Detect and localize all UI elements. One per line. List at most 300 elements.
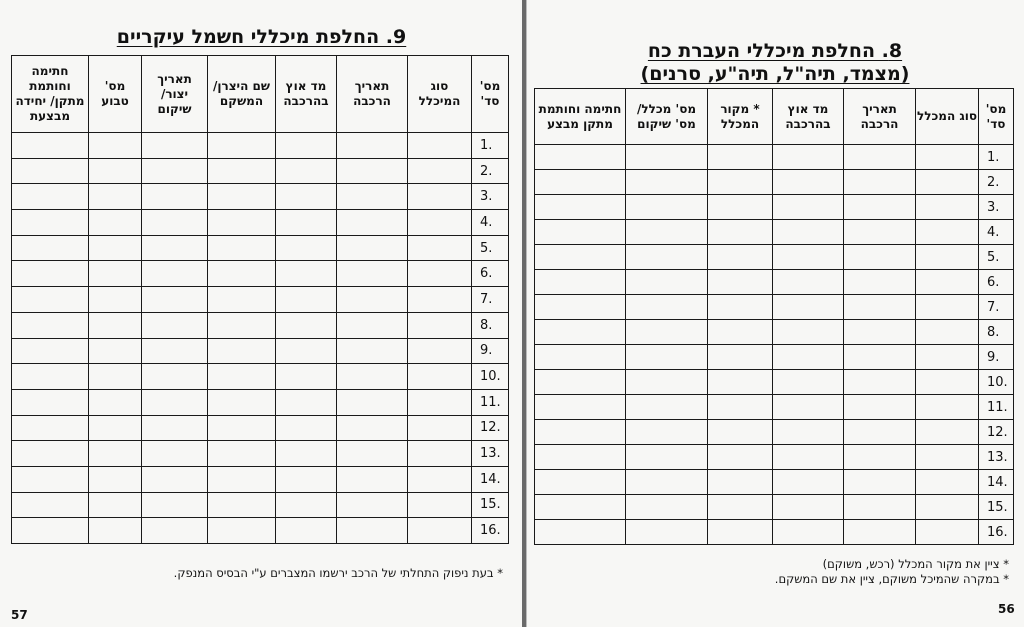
row-number: .5 bbox=[472, 235, 509, 261]
empty-cell[interactable] bbox=[708, 145, 773, 170]
empty-cell[interactable] bbox=[276, 287, 337, 313]
table-row bbox=[12, 441, 509, 467]
empty-cell[interactable] bbox=[89, 133, 142, 159]
empty-cell[interactable] bbox=[208, 210, 276, 236]
empty-cell[interactable] bbox=[276, 235, 337, 261]
empty-cell[interactable] bbox=[12, 338, 89, 364]
empty-cell[interactable] bbox=[276, 389, 337, 415]
empty-cell[interactable] bbox=[12, 364, 89, 390]
empty-cell[interactable] bbox=[773, 295, 844, 320]
empty-cell[interactable] bbox=[916, 370, 979, 395]
empty-cell[interactable] bbox=[844, 345, 916, 370]
empty-cell[interactable] bbox=[535, 345, 626, 370]
empty-cell[interactable] bbox=[89, 210, 142, 236]
row-number: .11 bbox=[472, 389, 509, 415]
empty-cell[interactable] bbox=[535, 520, 626, 545]
empty-cell[interactable] bbox=[89, 184, 142, 210]
empty-cell[interactable] bbox=[773, 420, 844, 445]
empty-cell[interactable] bbox=[844, 270, 916, 295]
empty-cell[interactable] bbox=[844, 445, 916, 470]
row-number: .5 bbox=[979, 245, 1014, 270]
empty-cell[interactable] bbox=[208, 133, 276, 159]
empty-cell[interactable] bbox=[916, 420, 979, 445]
row-number: .4 bbox=[979, 220, 1014, 245]
empty-cell[interactable] bbox=[337, 158, 408, 184]
empty-cell[interactable] bbox=[708, 295, 773, 320]
empty-cell[interactable] bbox=[626, 470, 708, 495]
empty-cell[interactable] bbox=[208, 518, 276, 544]
column-header: מס' סד' bbox=[472, 56, 509, 133]
empty-cell[interactable] bbox=[408, 235, 472, 261]
table-row bbox=[535, 520, 1014, 545]
empty-cell[interactable] bbox=[916, 295, 979, 320]
row-number: .13 bbox=[472, 441, 509, 467]
empty-cell[interactable] bbox=[535, 470, 626, 495]
empty-cell[interactable] bbox=[773, 245, 844, 270]
empty-cell[interactable] bbox=[408, 158, 472, 184]
empty-cell[interactable] bbox=[708, 495, 773, 520]
empty-cell[interactable] bbox=[708, 220, 773, 245]
row-number: .3 bbox=[472, 184, 509, 210]
empty-cell[interactable] bbox=[337, 338, 408, 364]
empty-cell[interactable] bbox=[626, 245, 708, 270]
empty-cell[interactable] bbox=[708, 420, 773, 445]
empty-cell[interactable] bbox=[337, 133, 408, 159]
empty-cell[interactable] bbox=[276, 441, 337, 467]
empty-cell[interactable] bbox=[408, 184, 472, 210]
empty-cell[interactable] bbox=[208, 184, 276, 210]
empty-cell[interactable] bbox=[208, 492, 276, 518]
empty-cell[interactable] bbox=[12, 415, 89, 441]
row-number: .16 bbox=[979, 520, 1014, 545]
table-row bbox=[12, 261, 509, 287]
empty-cell[interactable] bbox=[626, 520, 708, 545]
empty-cell[interactable] bbox=[276, 312, 337, 338]
empty-cell[interactable] bbox=[535, 370, 626, 395]
empty-cell[interactable] bbox=[337, 235, 408, 261]
row-number: .9 bbox=[472, 338, 509, 364]
empty-cell[interactable] bbox=[916, 245, 979, 270]
empty-cell[interactable] bbox=[142, 415, 208, 441]
empty-cell[interactable] bbox=[337, 312, 408, 338]
empty-cell[interactable] bbox=[844, 245, 916, 270]
row-number: .4 bbox=[472, 210, 509, 236]
empty-cell[interactable] bbox=[89, 261, 142, 287]
empty-cell[interactable] bbox=[208, 415, 276, 441]
empty-cell[interactable] bbox=[626, 345, 708, 370]
empty-cell[interactable] bbox=[708, 370, 773, 395]
empty-cell[interactable] bbox=[916, 345, 979, 370]
column-header: מס' מכלל/ מס' שיקום bbox=[626, 89, 708, 145]
empty-cell[interactable] bbox=[773, 145, 844, 170]
row-number: .10 bbox=[472, 364, 509, 390]
row-number: .15 bbox=[472, 492, 509, 518]
empty-cell[interactable] bbox=[276, 184, 337, 210]
table-row bbox=[12, 338, 509, 364]
empty-cell[interactable] bbox=[337, 184, 408, 210]
empty-cell[interactable] bbox=[408, 518, 472, 544]
empty-cell[interactable] bbox=[535, 445, 626, 470]
empty-cell[interactable] bbox=[626, 420, 708, 445]
empty-cell[interactable] bbox=[89, 235, 142, 261]
row-number: .1 bbox=[979, 145, 1014, 170]
row-number: .12 bbox=[472, 415, 509, 441]
row-number: .7 bbox=[472, 287, 509, 313]
page-number-left: 57 bbox=[11, 608, 28, 622]
electrical-assemblies-table bbox=[11, 55, 509, 544]
empty-cell[interactable] bbox=[844, 145, 916, 170]
empty-cell[interactable] bbox=[844, 370, 916, 395]
table-header-row bbox=[535, 89, 1014, 145]
empty-cell[interactable] bbox=[916, 220, 979, 245]
empty-cell[interactable] bbox=[916, 395, 979, 420]
empty-cell[interactable] bbox=[89, 364, 142, 390]
empty-cell[interactable] bbox=[708, 345, 773, 370]
empty-cell[interactable] bbox=[773, 520, 844, 545]
empty-cell[interactable] bbox=[535, 295, 626, 320]
empty-cell[interactable] bbox=[844, 295, 916, 320]
empty-cell[interactable] bbox=[337, 261, 408, 287]
empty-cell[interactable] bbox=[408, 338, 472, 364]
table-row bbox=[535, 395, 1014, 420]
row-number: .6 bbox=[472, 261, 509, 287]
empty-cell[interactable] bbox=[708, 395, 773, 420]
column-header: מס' סד' bbox=[979, 89, 1014, 145]
table-row bbox=[535, 295, 1014, 320]
empty-cell[interactable] bbox=[142, 133, 208, 159]
table-row bbox=[12, 210, 509, 236]
empty-cell[interactable] bbox=[142, 518, 208, 544]
row-number: .3 bbox=[979, 195, 1014, 220]
empty-cell[interactable] bbox=[408, 261, 472, 287]
power-transmission-assemblies-table bbox=[534, 88, 1014, 545]
table-row bbox=[535, 420, 1014, 445]
empty-cell[interactable] bbox=[535, 170, 626, 195]
column-header: מד אוץ בהרכבה bbox=[773, 89, 844, 145]
empty-cell[interactable] bbox=[12, 133, 89, 159]
empty-cell[interactable] bbox=[626, 220, 708, 245]
empty-cell[interactable] bbox=[773, 220, 844, 245]
empty-cell[interactable] bbox=[89, 389, 142, 415]
empty-cell[interactable] bbox=[535, 395, 626, 420]
empty-cell[interactable] bbox=[276, 364, 337, 390]
empty-cell[interactable] bbox=[535, 495, 626, 520]
empty-cell[interactable] bbox=[708, 245, 773, 270]
empty-cell[interactable] bbox=[142, 287, 208, 313]
row-number: .14 bbox=[472, 466, 509, 492]
table-row bbox=[535, 220, 1014, 245]
table-row bbox=[535, 270, 1014, 295]
empty-cell[interactable] bbox=[142, 261, 208, 287]
empty-cell[interactable] bbox=[773, 395, 844, 420]
empty-cell[interactable] bbox=[142, 235, 208, 261]
empty-cell[interactable] bbox=[89, 492, 142, 518]
table-row bbox=[535, 195, 1014, 220]
empty-cell[interactable] bbox=[408, 312, 472, 338]
row-number: .7 bbox=[979, 295, 1014, 320]
empty-cell[interactable] bbox=[276, 466, 337, 492]
row-number: .14 bbox=[979, 470, 1014, 495]
table-row bbox=[12, 184, 509, 210]
table-row bbox=[12, 415, 509, 441]
page-number-right: 56 bbox=[998, 602, 1015, 616]
empty-cell[interactable] bbox=[844, 195, 916, 220]
empty-cell[interactable] bbox=[708, 170, 773, 195]
empty-cell[interactable] bbox=[626, 295, 708, 320]
empty-cell[interactable] bbox=[208, 338, 276, 364]
empty-cell[interactable] bbox=[408, 441, 472, 467]
right-page-subtitle: (מצמד, תיה"ל, תיה"ע, סרנים) bbox=[640, 63, 910, 85]
table-row bbox=[12, 492, 509, 518]
empty-cell[interactable] bbox=[844, 170, 916, 195]
empty-cell[interactable] bbox=[142, 492, 208, 518]
empty-cell[interactable] bbox=[142, 158, 208, 184]
empty-cell[interactable] bbox=[142, 441, 208, 467]
left-page-title: 9. החלפת מיכללי חשמל עיקריים bbox=[116, 26, 407, 48]
empty-cell[interactable] bbox=[626, 370, 708, 395]
empty-cell[interactable] bbox=[276, 338, 337, 364]
empty-cell[interactable] bbox=[773, 195, 844, 220]
empty-cell[interactable] bbox=[773, 170, 844, 195]
empty-cell[interactable] bbox=[337, 492, 408, 518]
empty-cell[interactable] bbox=[626, 170, 708, 195]
empty-cell[interactable] bbox=[626, 395, 708, 420]
table-row bbox=[535, 170, 1014, 195]
table-row bbox=[535, 345, 1014, 370]
column-header: חתימה וחותמת מתקן מבצע bbox=[535, 89, 626, 145]
empty-cell[interactable] bbox=[626, 195, 708, 220]
empty-cell[interactable] bbox=[844, 470, 916, 495]
empty-cell[interactable] bbox=[408, 133, 472, 159]
empty-cell[interactable] bbox=[208, 389, 276, 415]
table-row bbox=[535, 495, 1014, 520]
empty-cell[interactable] bbox=[337, 441, 408, 467]
empty-cell[interactable] bbox=[89, 518, 142, 544]
empty-cell[interactable] bbox=[208, 466, 276, 492]
table-row bbox=[535, 470, 1014, 495]
empty-cell[interactable] bbox=[408, 210, 472, 236]
empty-cell[interactable] bbox=[844, 520, 916, 545]
table-row bbox=[535, 245, 1014, 270]
empty-cell[interactable] bbox=[142, 184, 208, 210]
column-header: שם היצרן/ המשקם bbox=[208, 56, 276, 133]
empty-cell[interactable] bbox=[916, 195, 979, 220]
empty-cell[interactable] bbox=[89, 158, 142, 184]
column-header: תאריך הרכבה bbox=[337, 56, 408, 133]
empty-cell[interactable] bbox=[408, 415, 472, 441]
table-row bbox=[12, 389, 509, 415]
empty-cell[interactable] bbox=[12, 158, 89, 184]
right-footnote-2: * במקרה שהמיכל משוקם, ציין את שם המשקם. bbox=[774, 572, 1009, 586]
empty-cell[interactable] bbox=[276, 133, 337, 159]
empty-cell[interactable] bbox=[276, 492, 337, 518]
empty-cell[interactable] bbox=[773, 270, 844, 295]
empty-cell[interactable] bbox=[708, 470, 773, 495]
empty-cell[interactable] bbox=[408, 389, 472, 415]
empty-cell[interactable] bbox=[337, 389, 408, 415]
empty-cell[interactable] bbox=[208, 261, 276, 287]
table-row bbox=[12, 364, 509, 390]
empty-cell[interactable] bbox=[12, 466, 89, 492]
column-header: חתימה וחותמת מתקן/ יחידה מבצעת bbox=[12, 56, 89, 133]
empty-cell[interactable] bbox=[142, 389, 208, 415]
empty-cell[interactable] bbox=[773, 370, 844, 395]
empty-cell[interactable] bbox=[337, 466, 408, 492]
empty-cell[interactable] bbox=[773, 345, 844, 370]
empty-cell[interactable] bbox=[89, 312, 142, 338]
table-row bbox=[535, 145, 1014, 170]
empty-cell[interactable] bbox=[773, 495, 844, 520]
column-header: מס' טבוע bbox=[89, 56, 142, 133]
empty-cell[interactable] bbox=[626, 445, 708, 470]
table-row bbox=[12, 133, 509, 159]
empty-cell[interactable] bbox=[208, 364, 276, 390]
empty-cell[interactable] bbox=[337, 415, 408, 441]
empty-cell[interactable] bbox=[89, 415, 142, 441]
empty-cell[interactable] bbox=[142, 466, 208, 492]
empty-cell[interactable] bbox=[89, 338, 142, 364]
empty-cell[interactable] bbox=[916, 170, 979, 195]
empty-cell[interactable] bbox=[708, 520, 773, 545]
empty-cell[interactable] bbox=[708, 445, 773, 470]
column-header: תאריך יצור/ שיקום bbox=[142, 56, 208, 133]
row-number: .13 bbox=[979, 445, 1014, 470]
empty-cell[interactable] bbox=[12, 235, 89, 261]
empty-cell[interactable] bbox=[142, 338, 208, 364]
empty-cell[interactable] bbox=[626, 320, 708, 345]
table-row bbox=[12, 287, 509, 313]
column-header: * מקור המכלל bbox=[708, 89, 773, 145]
table-header-row bbox=[12, 56, 509, 133]
empty-cell[interactable] bbox=[535, 320, 626, 345]
table-row bbox=[12, 312, 509, 338]
empty-cell[interactable] bbox=[408, 287, 472, 313]
book-gutter-edge bbox=[526, 0, 527, 627]
empty-cell[interactable] bbox=[276, 415, 337, 441]
table-row bbox=[12, 466, 509, 492]
table-row bbox=[12, 158, 509, 184]
empty-cell[interactable] bbox=[916, 270, 979, 295]
empty-cell[interactable] bbox=[408, 492, 472, 518]
empty-cell[interactable] bbox=[708, 320, 773, 345]
empty-cell[interactable] bbox=[276, 261, 337, 287]
empty-cell[interactable] bbox=[208, 441, 276, 467]
row-number: .6 bbox=[979, 270, 1014, 295]
empty-cell[interactable] bbox=[844, 220, 916, 245]
empty-cell[interactable] bbox=[535, 195, 626, 220]
empty-cell[interactable] bbox=[208, 312, 276, 338]
empty-cell[interactable] bbox=[12, 210, 89, 236]
empty-cell[interactable] bbox=[408, 466, 472, 492]
empty-cell[interactable] bbox=[12, 441, 89, 467]
table-row bbox=[12, 235, 509, 261]
empty-cell[interactable] bbox=[535, 270, 626, 295]
empty-cell[interactable] bbox=[626, 145, 708, 170]
empty-cell[interactable] bbox=[844, 320, 916, 345]
empty-cell[interactable] bbox=[12, 261, 89, 287]
table-row bbox=[535, 320, 1014, 345]
empty-cell[interactable] bbox=[142, 312, 208, 338]
table-row bbox=[12, 518, 509, 544]
empty-cell[interactable] bbox=[208, 235, 276, 261]
empty-cell[interactable] bbox=[535, 145, 626, 170]
empty-cell[interactable] bbox=[12, 492, 89, 518]
empty-cell[interactable] bbox=[773, 320, 844, 345]
empty-cell[interactable] bbox=[535, 245, 626, 270]
empty-cell[interactable] bbox=[535, 220, 626, 245]
empty-cell[interactable] bbox=[916, 470, 979, 495]
column-header: תאריך הרכבה bbox=[844, 89, 916, 145]
empty-cell[interactable] bbox=[276, 518, 337, 544]
empty-cell[interactable] bbox=[89, 466, 142, 492]
empty-cell[interactable] bbox=[89, 287, 142, 313]
row-number: .11 bbox=[979, 395, 1014, 420]
table-row bbox=[535, 445, 1014, 470]
empty-cell[interactable] bbox=[337, 287, 408, 313]
empty-cell[interactable] bbox=[535, 420, 626, 445]
left-footnote: * בעת ניפוק התחלתי של הרכב ירשמו המצברים ע"י הבסיס המנפק. bbox=[173, 566, 503, 580]
empty-cell[interactable] bbox=[844, 495, 916, 520]
row-number: .2 bbox=[979, 170, 1014, 195]
empty-cell[interactable] bbox=[12, 312, 89, 338]
row-number: .1 bbox=[472, 133, 509, 159]
empty-cell[interactable] bbox=[12, 287, 89, 313]
empty-cell[interactable] bbox=[916, 520, 979, 545]
empty-cell[interactable] bbox=[337, 210, 408, 236]
empty-cell[interactable] bbox=[916, 145, 979, 170]
column-header: סוג המיכלל bbox=[408, 56, 472, 133]
empty-cell[interactable] bbox=[12, 518, 89, 544]
row-number: .9 bbox=[979, 345, 1014, 370]
row-number: .8 bbox=[472, 312, 509, 338]
empty-cell[interactable] bbox=[773, 470, 844, 495]
empty-cell[interactable] bbox=[408, 364, 472, 390]
empty-cell[interactable] bbox=[337, 518, 408, 544]
empty-cell[interactable] bbox=[12, 389, 89, 415]
row-number: .10 bbox=[979, 370, 1014, 395]
right-page-title: 8. החלפת מיכללי העברת כח bbox=[647, 40, 903, 62]
empty-cell[interactable] bbox=[916, 320, 979, 345]
empty-cell[interactable] bbox=[208, 158, 276, 184]
empty-cell[interactable] bbox=[337, 364, 408, 390]
row-number: .15 bbox=[979, 495, 1014, 520]
table-row bbox=[535, 370, 1014, 395]
empty-cell[interactable] bbox=[626, 495, 708, 520]
column-header: מד אוץ בהרכבה bbox=[276, 56, 337, 133]
empty-cell[interactable] bbox=[276, 210, 337, 236]
empty-cell[interactable] bbox=[916, 445, 979, 470]
empty-cell[interactable] bbox=[142, 210, 208, 236]
row-number: .12 bbox=[979, 420, 1014, 445]
column-header: סוג המכלל bbox=[916, 89, 979, 145]
empty-cell[interactable] bbox=[208, 287, 276, 313]
empty-cell[interactable] bbox=[89, 441, 142, 467]
empty-cell[interactable] bbox=[708, 195, 773, 220]
row-number: .8 bbox=[979, 320, 1014, 345]
empty-cell[interactable] bbox=[844, 395, 916, 420]
empty-cell[interactable] bbox=[773, 445, 844, 470]
empty-cell[interactable] bbox=[708, 270, 773, 295]
row-number: .16 bbox=[472, 518, 509, 544]
empty-cell[interactable] bbox=[12, 184, 89, 210]
empty-cell[interactable] bbox=[142, 364, 208, 390]
empty-cell[interactable] bbox=[276, 158, 337, 184]
row-number: .2 bbox=[472, 158, 509, 184]
empty-cell[interactable] bbox=[916, 495, 979, 520]
right-footnote-1: * ציין את מקור המכלל (רכש, משוקם) bbox=[822, 557, 1009, 571]
empty-cell[interactable] bbox=[844, 420, 916, 445]
empty-cell[interactable] bbox=[626, 270, 708, 295]
